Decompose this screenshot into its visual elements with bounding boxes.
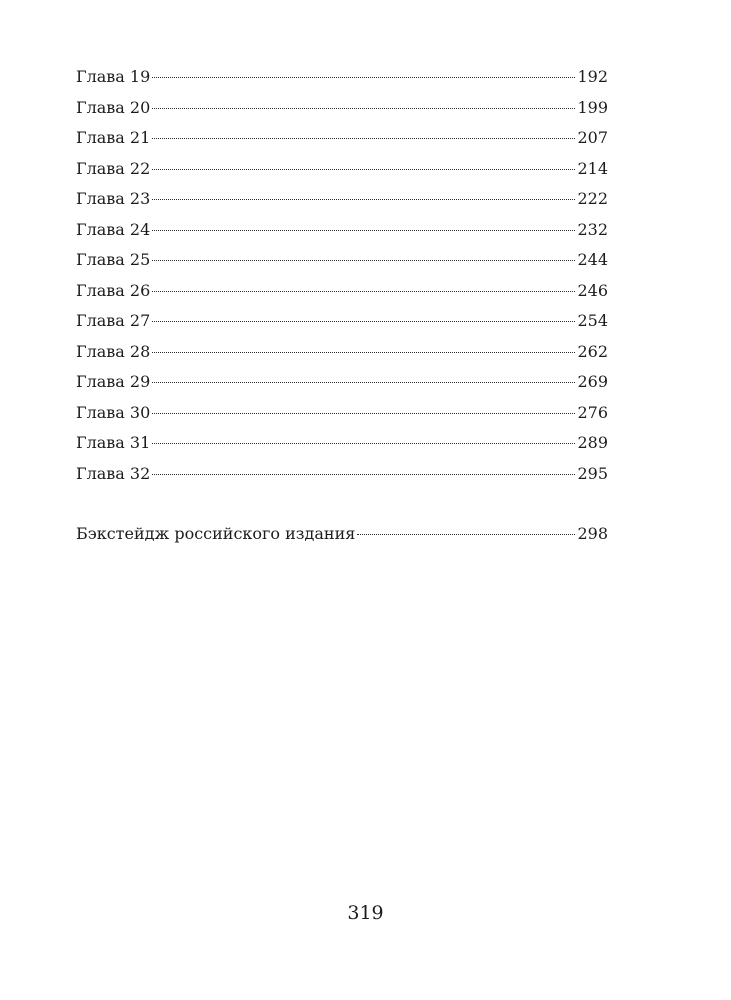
- toc-entry-title: Глава 20: [76, 97, 151, 117]
- dot-leader: [357, 534, 575, 535]
- toc-entry-chapter-24: [76, 215, 608, 246]
- dot-leader: [152, 382, 575, 383]
- toc-entry-title: Глава 23: [76, 189, 151, 208]
- page-number: 319: [347, 902, 384, 924]
- toc-entry-page: 199: [577, 97, 608, 117]
- toc-entry-title: Глава 26: [76, 280, 151, 300]
- toc-entry-page: 246: [577, 280, 608, 300]
- toc-entry-page: 192: [577, 67, 608, 86]
- dot-leader: [152, 474, 575, 475]
- toc-entry-title: Глава 27: [76, 311, 151, 330]
- dot-leader: [152, 199, 575, 200]
- toc-entry-page: 254: [577, 311, 608, 330]
- dot-leader: [152, 77, 575, 78]
- dot-leader: [152, 413, 575, 414]
- toc-entry-chapter-26: [76, 276, 608, 307]
- toc-entry-title: Глава 28: [76, 341, 151, 361]
- toc-entry-title: Глава 32: [76, 463, 151, 483]
- dot-leader: [152, 443, 575, 444]
- toc-entry-title: Глава 24: [76, 219, 151, 239]
- dot-leader: [152, 352, 575, 353]
- dot-leader: [152, 291, 575, 292]
- toc-entry-appendix: [76, 519, 608, 550]
- toc-entry-page: 232: [577, 219, 608, 239]
- toc-entry-chapter-21: [76, 123, 608, 154]
- dot-leader: [152, 230, 575, 231]
- toc-entry-chapter-25: [76, 245, 608, 276]
- toc-entry-page: 295: [577, 463, 608, 483]
- toc-entry-title: Глава 29: [76, 372, 151, 391]
- toc-entry-chapter-32: [76, 459, 608, 490]
- dot-leader: [152, 321, 575, 322]
- toc-entry-page: 222: [577, 189, 608, 208]
- toc-entry-chapter-30: [76, 398, 608, 429]
- toc-entry-page: 207: [577, 128, 608, 147]
- table-of-contents: [76, 62, 608, 550]
- toc-entry-page: 244: [577, 250, 608, 269]
- dot-leader: [152, 260, 575, 261]
- dot-leader: [152, 169, 575, 170]
- toc-entry-title: Бэкстейдж российского издания: [76, 524, 356, 543]
- toc-entry-title: Глава 30: [76, 402, 151, 422]
- toc-entry-title: Глава 19: [76, 67, 151, 86]
- toc-entry-title: Глава 31: [76, 433, 151, 452]
- toc-entry-chapter-27: [76, 306, 608, 337]
- toc-entry-page: 276: [577, 402, 608, 422]
- toc-entry-chapter-31: [76, 428, 608, 459]
- toc-entry-chapter-29: [76, 367, 608, 398]
- toc-entry-title: Глава 21: [76, 128, 151, 147]
- dot-leader: [152, 108, 575, 109]
- toc-entry-chapter-20: [76, 93, 608, 124]
- toc-entry-title: Глава 25: [76, 250, 151, 269]
- dot-leader: [152, 138, 575, 139]
- section-spacer: [76, 489, 608, 519]
- toc-entry-page: 269: [577, 372, 608, 391]
- toc-entry-page: 214: [577, 158, 608, 178]
- toc-entry-page: 262: [577, 341, 608, 361]
- toc-entry-chapter-28: [76, 337, 608, 368]
- toc-entry-chapter-23: [76, 184, 608, 215]
- toc-entry-page: 298: [577, 524, 608, 543]
- toc-entry-title: Глава 22: [76, 158, 151, 178]
- toc-entry-chapter-22: [76, 154, 608, 185]
- toc-entry-page: 289: [577, 433, 608, 452]
- toc-entry-chapter-19: [76, 62, 608, 93]
